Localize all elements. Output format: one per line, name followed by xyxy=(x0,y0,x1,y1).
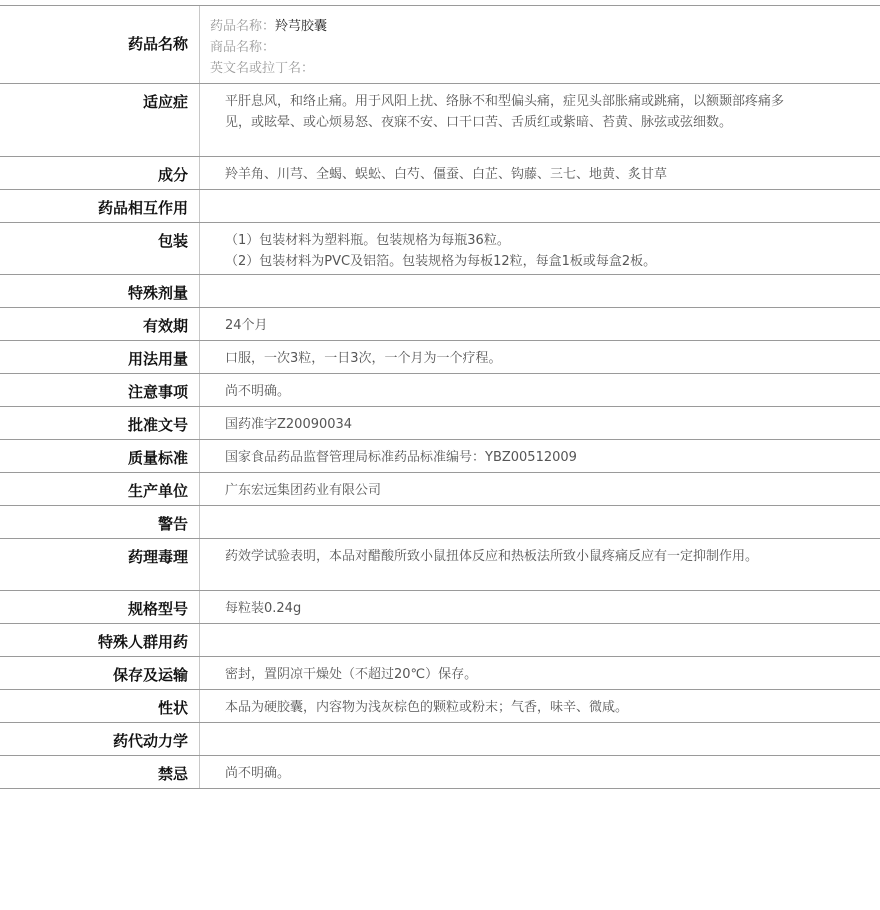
value-pharmacology xyxy=(200,539,880,590)
row-manufacturer xyxy=(0,473,880,506)
value-specification: 每粒装0.24g xyxy=(225,601,302,616)
value-approval: 国药准字Z20090034 xyxy=(225,417,353,432)
label-precautions: 注意事项 xyxy=(0,374,200,406)
drug-name-value: 羚芎胶囊 xyxy=(275,19,328,34)
label-usage: 用法用量 xyxy=(0,341,200,373)
row-specification xyxy=(0,591,880,624)
row-pharmacokinetics xyxy=(0,723,880,756)
row-warning xyxy=(0,506,880,539)
value-usage: 口服，一次3粒，一日3次，一个月为一个疗程。 xyxy=(225,351,502,366)
label-special-groups: 特殊人群用药 xyxy=(0,624,200,656)
drug-name-label: 药品名称： xyxy=(210,19,276,34)
value-drug-names xyxy=(200,6,880,83)
label-validity: 有效期 xyxy=(0,308,200,340)
label-interactions: 药品相互作用 xyxy=(0,190,200,222)
label-drug-name: 药品名称 xyxy=(0,6,200,83)
label-storage: 保存及运输 xyxy=(0,657,200,689)
value-special-groups xyxy=(200,624,880,656)
value-interactions xyxy=(200,190,880,222)
row-usage xyxy=(0,341,880,374)
row-special-groups xyxy=(0,624,880,657)
value-manufacturer: 广东宏远集团药业有限公司 xyxy=(225,483,382,498)
row-ingredients xyxy=(0,157,880,190)
value-ingredients: 羚羊角、川芎、全蝎、蜈蚣、白芍、僵蚕、白芷、钩藤、三七、地黄、炙甘草 xyxy=(225,167,668,182)
label-contraindications: 禁忌 xyxy=(0,756,200,788)
trade-name-line xyxy=(210,37,880,58)
trade-name-label: 商品名称： xyxy=(210,40,276,55)
value-validity: 24个月 xyxy=(225,318,268,333)
label-special-dosage: 特殊剂量 xyxy=(0,275,200,307)
english-name-label: 英文名或拉丁名： xyxy=(210,61,315,76)
value-warning xyxy=(200,506,880,538)
label-indications: 适应症 xyxy=(0,84,200,156)
row-storage xyxy=(0,657,880,690)
row-precautions xyxy=(0,374,880,407)
value-precautions: 尚不明确。 xyxy=(225,384,291,399)
label-approval: 批准文号 xyxy=(0,407,200,439)
label-specification: 规格型号 xyxy=(0,591,200,623)
label-pharmacokinetics: 药代动力学 xyxy=(0,723,200,755)
value-appearance: 本品为硬胶囊，内容物为浅灰棕色的颗粒或粉末；气香，味辛、微咸。 xyxy=(225,700,629,715)
row-drug-name xyxy=(0,6,880,84)
drug-name-line xyxy=(210,16,880,37)
label-ingredients: 成分 xyxy=(0,157,200,189)
row-special-dosage xyxy=(0,275,880,308)
row-validity xyxy=(0,308,880,341)
label-manufacturer: 生产单位 xyxy=(0,473,200,505)
label-pharmacology: 药理毒理 xyxy=(0,539,200,590)
label-appearance: 性状 xyxy=(0,690,200,722)
value-contraindications: 尚不明确。 xyxy=(225,766,291,781)
row-pharmacology xyxy=(0,539,880,591)
row-approval xyxy=(0,407,880,440)
label-packaging: 包装 xyxy=(0,223,200,274)
label-warning: 警告 xyxy=(0,506,200,538)
drug-info-table xyxy=(0,5,880,789)
row-indications xyxy=(0,84,880,157)
row-interactions xyxy=(0,190,880,223)
row-standard xyxy=(0,440,880,473)
row-contraindications xyxy=(0,756,880,789)
value-standard: 国家食品药品监督管理局标准药品标准编号：YBZ00512009 xyxy=(225,450,577,465)
value-indications xyxy=(200,84,880,156)
value-storage: 密封，置阴凉干燥处（不超过20℃）保存。 xyxy=(225,667,478,682)
value-pharmacokinetics xyxy=(200,723,880,755)
packaging-line-1: （1）包装材料为塑料瓶。包装规格为每瓶36粒。 xyxy=(225,233,510,248)
value-special-dosage xyxy=(200,275,880,307)
row-packaging xyxy=(0,223,880,275)
indications-text: 平肝息风，和络止痛。用于风阳上扰、络脉不和型偏头痛，症见头部胀痛或跳痛，以额颞部疼痛多见，或眩晕、或心烦易怒、夜寐不安、口干口苦、舌质红或紫暗、苔黄、脉弦或弦细数。 xyxy=(225,94,785,130)
label-standard: 质量标准 xyxy=(0,440,200,472)
english-name-line xyxy=(210,58,880,79)
row-appearance xyxy=(0,690,880,723)
packaging-line-2: （2）包装材料为PVC及铝箔。包装规格为每板12粒，每盒1板或每盒2板。 xyxy=(225,254,657,269)
value-packaging xyxy=(200,223,880,274)
pharmacology-text: 药效学试验表明，本品对醋酸所致小鼠扭体反应和热板法所致小鼠疼痛反应有一定抑制作用。 xyxy=(225,549,759,564)
